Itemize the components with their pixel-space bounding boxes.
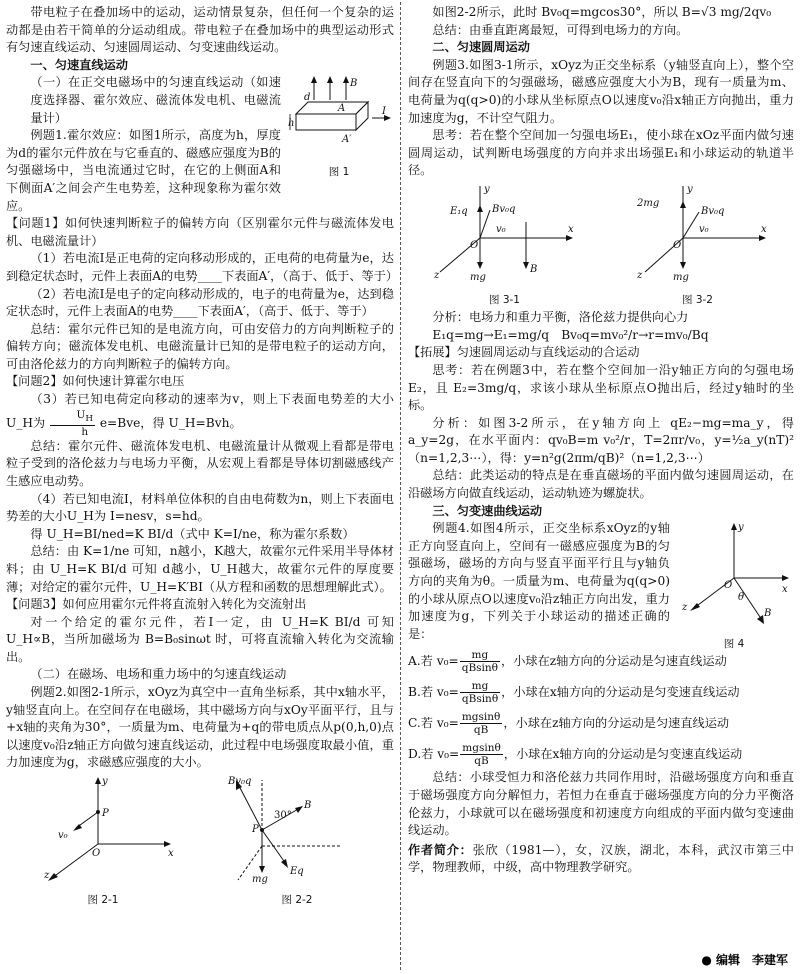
summary-5: 总结：此类运动的特点是在垂直磁场的平面内做匀速圆周运动，在沿磁场方向做直线运动，运动轨迹为螺旋状。 bbox=[408, 468, 794, 501]
svg-text:2mg: 2mg bbox=[636, 197, 659, 209]
summary-2: 总结：霍尔元件、磁流体发电机、电磁流量计从微观上看都是带电粒子受到的洛伦兹力与电场力平衡，从宏观上看都是导体切割磁感线产生感应电动势。 bbox=[6, 438, 394, 488]
example4-text: 例题4.如图4所示，正交坐标系xOyz的y轴正方向竖直向上，空间有一磁感应强度为B的匀强磁场，磁场的方向与竖直平面平行且与y轴负方向的夹角为θ。一质量为m、电荷量为q(q>0)的小球从原点O以速度v₀沿z轴正方向出发，重力加速度为g，下列关于小球运动的描述正确的是： bbox=[408, 521, 670, 641]
figure-4-caption: 图 4 bbox=[723, 637, 745, 650]
figure-3-row bbox=[408, 182, 794, 309]
option-a-text: 小球在z轴方向的分运动是匀速直线运动 bbox=[513, 654, 727, 669]
summary-4: 总结：由垂直距离最短，可得到电场力的方向。 bbox=[432, 22, 689, 37]
editor-credit: ● 编辑 李建军 bbox=[701, 953, 788, 967]
fraction-uh-over-h: $\frac{U_H}{h}$ bbox=[50, 409, 95, 438]
svg-text:30°: 30° bbox=[274, 810, 292, 822]
analysis-3: 分析：电场力和重力平衡，洛伦兹力提供向心力 bbox=[432, 310, 689, 325]
column-divider bbox=[400, 2, 401, 970]
svg-text:θ: θ bbox=[738, 592, 745, 604]
svg-text:x: x bbox=[782, 584, 788, 596]
svg-text:y: y bbox=[738, 522, 744, 534]
figure-2-2-caption: 图 2-2 bbox=[281, 893, 313, 906]
question-3a: 对一个给定的霍尔元件，若I一定，由 U_H=K BI/d 可知 U_H∝B，当所加磁场为 B=B₀sinωt 时，可将直流输入转化为交流输出。 bbox=[6, 614, 394, 664]
svg-text:Bv₀q: Bv₀q bbox=[228, 776, 252, 788]
svg-text:z: z bbox=[44, 870, 50, 882]
figure-3-2-caption: 图 3-2 bbox=[682, 293, 713, 306]
section-heading-2: 二、匀速圆周运动 bbox=[432, 40, 530, 55]
question-1: 【问题1】如何快速判断粒子的偏转方向（区别霍尔元件与磁流体发电机、电磁流量计） bbox=[6, 216, 394, 248]
svg-text:B: B bbox=[350, 78, 358, 90]
option-a: A.若 v₀= $\frac{mg}{qBsin\theta}$ ，小球在z轴方向的分运动是匀速直线运动 bbox=[408, 649, 727, 675]
svg-text:P: P bbox=[102, 808, 109, 820]
intro-paragraph: 带电粒子在叠加场中的运动，运动情景复杂，但任何一个复杂的运动都是由若干简单的分运动组成。带电粒子在叠加场中的典型运动形式有匀速直线运动、匀速圆周运动、匀变速曲线运动。 bbox=[6, 5, 394, 55]
example1-text: 例题1.霍尔效应：如图1所示，高度为h，厚度为d的霍尔元件放在与它垂直的、磁感应强度为B的匀强磁场中，当电流通过它时，在它的上侧面A和下侧面A′之间会产生电势差，这种现象称为霍尔效应。 bbox=[6, 128, 281, 213]
coordinate-diagram-4 bbox=[674, 520, 794, 630]
section-heading-3: 三、匀变速曲线运动 bbox=[432, 503, 543, 518]
question-2: 【问题2】如何快速计算霍尔电压 bbox=[6, 374, 185, 389]
question-3: 【问题3】如何应用霍尔元件将直流射入转化为交流射出 bbox=[6, 597, 307, 612]
author-text: 张欣（1981—），女，汉族，湖北，本科，武汉市第三中学，物理教师，中级，高中物理教学研究。 bbox=[408, 842, 794, 875]
summary-3: 总结：由 K=1/ne 可知，n越小，K越大，故霍尔元件采用半导体材料；由 U_H=K BI/d 可知 d越小，U_H越大，故霍尔元件的厚度要薄；对给定的霍尔元件，U_H=K′BI（从方程和函数的思想理解此式）。 bbox=[6, 544, 394, 594]
example1-block bbox=[6, 74, 394, 215]
svg-text:Eq: Eq bbox=[290, 866, 304, 878]
example2-text: 例题2.如图2-1所示，xOyz为真空中一直角坐标系，其中x轴水平，y轴竖直向上。在空间存在电磁场，其中磁场方向与xOy平面平行，且与+x轴的夹角为30°，一质量为m、电荷量为+q的带电质点从p(0,h,0)点以速度v₀沿z轴正方向做匀速直线运动，此过程中电场强度取最小值，重力加速度为g，求磁感应强度的大小。 bbox=[6, 685, 394, 770]
figure-3-1-caption: 图 3-1 bbox=[489, 293, 520, 306]
example2-solution: 如图2-2所示，此时 Bv₀q=mgcos30°，所以 B=√3 mg/2qv₀ bbox=[432, 5, 772, 19]
example3-text: 例题3.如图3-1所示，xOyz为正交坐标系（y轴竖直向上），整个空间存在竖直向下的匀强磁场，磁感应强度大小为B，现有一质量为m、电荷量为q(q>0)的小球从坐标原点O以速度v₀沿x轴正方向抛出，重力加速度为g，不计空气阻力。 bbox=[408, 57, 794, 125]
svg-text:y: y bbox=[483, 183, 490, 195]
svg-text:z: z bbox=[433, 269, 439, 281]
svg-text:mg: mg bbox=[672, 271, 689, 283]
figure-2-2 bbox=[222, 774, 372, 909]
svg-text:x: x bbox=[567, 223, 574, 235]
svg-text:d: d bbox=[304, 92, 311, 104]
option-b: B.若 v₀= $\frac{mg}{qBsin\theta}$ ，小球在x轴方向的分运动是匀变速直线运动 bbox=[408, 680, 740, 706]
section-heading-1: 一、匀速直线运动 bbox=[30, 57, 128, 72]
example4-block bbox=[408, 520, 794, 650]
coordinate-diagram-2-1 bbox=[28, 774, 178, 886]
svg-text:O: O bbox=[469, 239, 478, 251]
svg-text:O: O bbox=[92, 848, 101, 860]
question-2a bbox=[6, 391, 394, 438]
extension-heading: 【拓展】匀速圆周运动与直线运动的合运动 bbox=[408, 345, 640, 360]
svg-text:Bv₀q: Bv₀q bbox=[491, 203, 515, 215]
figure-4 bbox=[674, 520, 794, 653]
svg-text:P: P bbox=[252, 824, 259, 836]
option-d: D.若 v₀= $\frac{mgsin\theta}{qB}$ ，小球在x轴方向的分运动是匀变速直线运动 bbox=[408, 742, 743, 768]
left-column bbox=[6, 4, 399, 909]
coordinate-diagram-3-2 bbox=[623, 182, 773, 286]
svg-text:A′: A′ bbox=[342, 134, 352, 146]
svg-text:x: x bbox=[760, 223, 767, 235]
subsection-heading-1: （一）在正交电磁场中的匀速直线运动（如速度选择器、霍尔效应、磁流体发电机、电磁流量计） bbox=[30, 75, 281, 125]
svg-text:B: B bbox=[304, 800, 312, 812]
think-3: 思考：若在整个空间加一匀强电场E₁，使小球在xOz平面内做匀速圆周运动，试判断电场强度的方向并求出场强E₁和小球运动的轨道半径。 bbox=[408, 128, 794, 178]
question-1a: （1）若电流I是正电荷的定向移动形成的，正电荷的电荷量为e，达到稳定状态时，元件上表面A的电势____下表面A′，（高于、低于、等于） bbox=[6, 251, 399, 283]
figure-3-1 bbox=[430, 182, 580, 309]
svg-text:O: O bbox=[724, 580, 733, 592]
svg-text:mg: mg bbox=[252, 874, 268, 886]
author-bio bbox=[408, 842, 794, 877]
option-d-text: 小球在x轴方向的分运动是匀变速直线运动 bbox=[515, 747, 743, 762]
svg-text:Bv₀q: Bv₀q bbox=[700, 205, 724, 217]
option-c-text: 小球在z轴方向的分运动是匀速直线运动 bbox=[515, 716, 730, 731]
question-2b: （4）若已知电流I，材料单位体积的自由电荷数为n，则上下表面电势差的大小U_H为 I=nesv，s=hd。 bbox=[6, 491, 394, 524]
svg-text:v₀: v₀ bbox=[58, 830, 68, 842]
figure-1-caption: 图 1 bbox=[328, 165, 350, 178]
think-3b: 思考：若在例题3中，若在整个空间加一沿y轴正方向的匀强电场E₂，且 E₂=3mg/q，求该小球从坐标原点O抛出后，经过y轴时的坐标。 bbox=[408, 362, 794, 413]
summary-1: 总结：霍尔元件已知的是电流方向，可由安倍力的方向判断粒子的偏转方向；磁流体发电机、电磁流量计已知的是带电粒子的运动方向，可由洛伦兹力的方向判断粒子的偏转方向。 bbox=[6, 321, 394, 371]
svg-text:B: B bbox=[764, 608, 772, 620]
analysis-3b: 分析：如图3-2所示，在y轴方向上 qE₂−mg=ma_y，得 a_y=2g，在水平面内：qv₀B=m v₀²/r，T=2πr/v₀，y=½a_y(nT)²（n=1,2,3⋯），得：y=n²g(2πm/qB)²（n=1,2,3⋯） bbox=[408, 415, 794, 465]
svg-text:I: I bbox=[382, 106, 386, 118]
question-2a-text: （3）若已知电荷定向移动的速率为v，则上下表面电势差的大小U_H为 bbox=[6, 392, 394, 430]
summary-6: 总结：小球受恒力和洛伦兹力共同作用时，沿磁场强度方向和垂直于磁场强度方向分解恒力，若恒力在垂直于磁场强度方向的分力平衡洛伦兹力，小球就可以在磁场强度和初速度方向组成的平面内做匀变速曲线运动。 bbox=[408, 770, 794, 838]
svg-text:v₀: v₀ bbox=[698, 223, 709, 235]
analysis-3-formula: E₁q=mg→E₁=mg/q Bv₀q=mv₀²/r→r=mv₀/Bq bbox=[432, 327, 709, 342]
coordinate-diagram-3-1 bbox=[430, 182, 580, 286]
hall-element-diagram bbox=[284, 74, 394, 158]
figure-2-1-caption: 图 2-1 bbox=[87, 893, 119, 906]
subsection-heading-2: （二）在磁场、电场和重力场中的匀速直线运动 bbox=[30, 667, 287, 682]
svg-text:E₁q: E₁q bbox=[449, 205, 468, 217]
svg-text:y: y bbox=[686, 183, 693, 195]
question-2a-result: e=Bve，得 U_H=Bvh。 bbox=[99, 415, 242, 430]
force-diagram-2-2 bbox=[222, 774, 372, 886]
svg-text:z: z bbox=[636, 269, 642, 281]
svg-text:B: B bbox=[529, 263, 537, 275]
svg-text:O: O bbox=[672, 239, 681, 251]
option-b-text: 小球在x轴方向的分运动是匀变速直线运动 bbox=[513, 685, 740, 700]
figure-3-2 bbox=[623, 182, 773, 309]
svg-text:y: y bbox=[102, 776, 108, 788]
svg-text:mg: mg bbox=[469, 271, 486, 283]
svg-text:A: A bbox=[338, 103, 346, 115]
svg-text:v₀: v₀ bbox=[495, 223, 506, 235]
figure-1 bbox=[284, 74, 394, 181]
svg-text:x: x bbox=[168, 848, 174, 860]
question-2b-formula: 得 U_H=BI/ned=K BI/d（式中 K=I/ne，称为霍尔系数） bbox=[30, 526, 355, 541]
figure-2-1 bbox=[28, 774, 178, 909]
right-column bbox=[408, 4, 794, 877]
figure-2-row bbox=[6, 774, 394, 909]
svg-text:z: z bbox=[682, 602, 688, 614]
svg-text:h: h bbox=[288, 118, 295, 130]
author-label: 作者简介： bbox=[408, 842, 473, 857]
option-c: C.若 v₀= $\frac{mgsin\theta}{qB}$ ，小球在z轴方向的分运动是匀速直线运动 bbox=[408, 711, 730, 737]
question-1b: （2）若电流I是电子的定向移动形成的，电子的电荷量为e，达到稳定状态时，元件上表面A的电势____下表面A′，（高于、低于、等于） bbox=[6, 286, 394, 319]
